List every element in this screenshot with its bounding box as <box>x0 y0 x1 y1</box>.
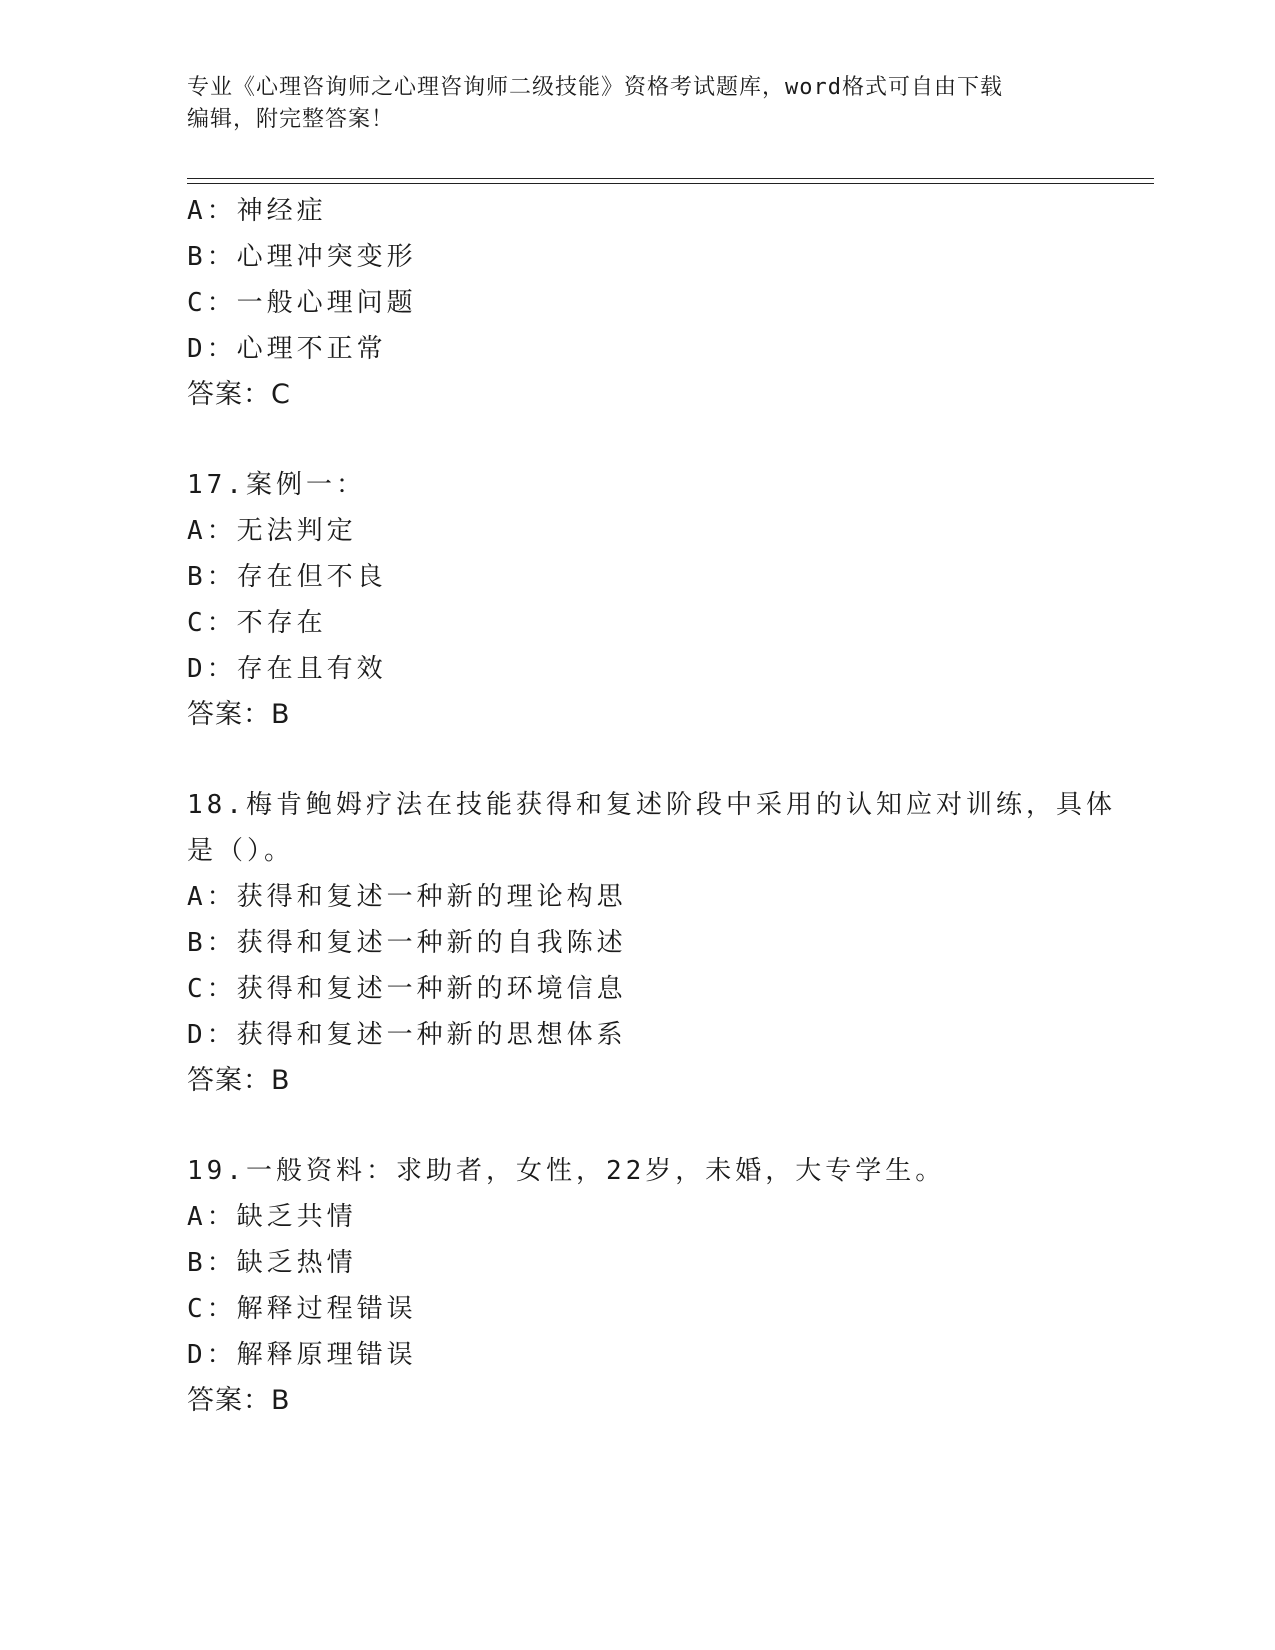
question-16-block <box>187 188 1087 418</box>
option-a: A：无法判定 <box>187 516 357 546</box>
option-c: C：获得和复述一种新的环境信息 <box>187 974 627 1004</box>
question-stem-line-2: 是（）。 <box>187 836 295 866</box>
question-17-block <box>187 462 1087 738</box>
question-list <box>187 188 1116 1424</box>
option-a: A：获得和复述一种新的理论构思 <box>187 882 627 912</box>
option-d: D：心理不正常 <box>187 334 387 364</box>
option-a: A：缺乏共情 <box>187 1202 357 1232</box>
answer-label: 答案：B <box>187 1065 291 1096</box>
answer-label: 答案：B <box>187 699 291 730</box>
option-b: B：缺乏热情 <box>187 1248 357 1278</box>
option-c: C：解释过程错误 <box>187 1294 417 1324</box>
option-d: D：存在且有效 <box>187 654 387 684</box>
document-header <box>187 72 1067 136</box>
question-stem: 19.一般资料：求助者，女性，22岁，未婚，大专学生。 <box>187 1156 946 1186</box>
option-b: B：存在但不良 <box>187 562 387 592</box>
question-19-block <box>187 1148 1087 1424</box>
option-d: D：获得和复述一种新的思想体系 <box>187 1020 627 1050</box>
question-18-block <box>187 782 1116 1104</box>
header-line-2: 编辑，附完整答案！ <box>187 107 395 132</box>
option-c: C：一般心理问题 <box>187 288 417 318</box>
answer-label: 答案：C <box>187 379 291 410</box>
header-divider-bottom <box>187 183 1154 184</box>
question-stem: 17.案例一： <box>187 470 366 500</box>
header-divider-top <box>187 178 1154 179</box>
answer-label: 答案：B <box>187 1385 291 1416</box>
option-a: A：神经症 <box>187 196 327 226</box>
option-b: B：获得和复述一种新的自我陈述 <box>187 928 627 958</box>
header-line-1: 专业《心理咨询师之心理咨询师二级技能》资格考试题库，word格式可自由下载 <box>187 75 1003 100</box>
option-d: D：解释原理错误 <box>187 1340 417 1370</box>
option-c: C：不存在 <box>187 608 327 638</box>
option-b: B：心理冲突变形 <box>187 242 417 272</box>
question-stem-line-1: 18.梅肯鲍姆疗法在技能获得和复述阶段中采用的认知应对训练，具体 <box>187 790 1116 820</box>
